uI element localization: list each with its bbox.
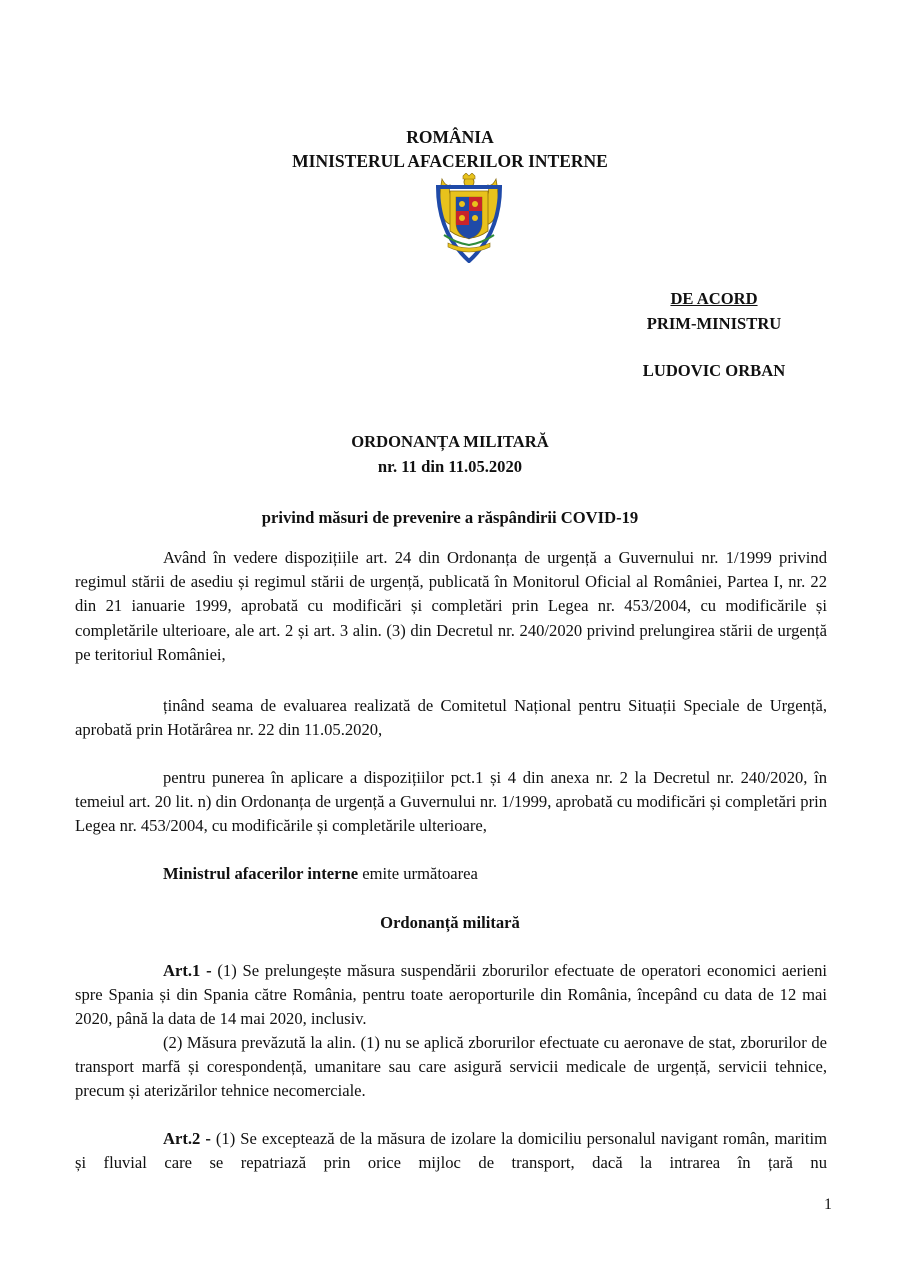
ordinance-title: ORDONANȚA MILITARĂ (351, 432, 549, 451)
preamble-paragraph: Având în vedere dispozițiile art. 24 din Ordonanța de urgență a Guvernului nr. 1/1999 privind regimul stării de asediu și regimul stării de urgență, publicată în Monitorul Oficial al României, Partea I, nr. 22 din 21 ianuarie 1999, aprobată cu modificări și completări prin Legea nr. 453/2004, cu modificările și completările ulterioare, ale art. 2 și art. 3 alin. (3) din Decretul nr. 240/2020 privind prelungirea stării de urgență pe teritoriul României, (75, 548, 827, 664)
article-2 (75, 1127, 827, 1175)
body-heading: Ordonanță militară (380, 913, 520, 932)
issuer-line (163, 862, 827, 886)
article-label: Art.2 - (163, 1129, 211, 1148)
country-heading: ROMÂNIA (406, 127, 494, 147)
article-text: (1) Se exceptează de la măsura de izolare la domiciliu personalul navigant român, maritim și fluvial care se repatriază prin orice mijloc de transport, dacă la intrarea în țară nu (75, 1129, 827, 1173)
article-1-paragraph-2: (2) Măsura prevăzută la alin. (1) nu se aplică zborurilor efectuate cu aeronave de stat, zborurilor de transport marfă și corespondență, umanitare sau care asigură servicii medicale de urgență, servicii tehnice, precum și aterizărilor tehnice necomerciale. (75, 1033, 827, 1101)
issuer-name: Ministrul afacerilor interne (163, 864, 359, 883)
ordinance-number: nr. 11 din 11.05.2020 (377, 457, 523, 476)
preamble-paragraph: pentru punerea în aplicare a dispozițiilor pct.1 și 4 din anexa nr. 2 la Decretul nr. 240/2020, în temeiul art. 20 lit. n) din Ordonanța de urgență a Guvernului nr. 1/1999, aprobată cu modificări și completări prin Legea nr. 453/2004, cu modificările și completările ulterioare, (75, 768, 827, 836)
article-1 (75, 959, 827, 1032)
page-number: 1 (824, 1196, 832, 1213)
ministry-heading: MINISTERUL AFACERILOR INTERNE (292, 151, 608, 171)
issuer-action: emite următoarea (358, 864, 478, 883)
article-label: Art.1 - (163, 961, 212, 980)
ordinance-subject: privind măsuri de prevenire a răspândirii COVID-19 (261, 508, 639, 527)
article-text: (1) Se prelungește măsura suspendării zborurilor efectuate de operatori economici aerieni spre Spania și din Spania către România, pentru toate aeroporturile din România, începând cu data de 12 mai 2020, până la data de 14 mai 2020, inclusiv. (75, 961, 827, 1029)
approval-role: PRIM-MINISTRU (646, 314, 782, 333)
approval-title: DE ACORD (670, 289, 758, 308)
approval-name: LUDOVIC ORBAN (642, 361, 786, 380)
coat-of-arms-icon (436, 173, 502, 263)
preamble-paragraph: ținând seama de evaluarea realizată de Comitetul Național pentru Situații Speciale de Urgență, aprobată prin Hotărârea nr. 22 din 11.05.2020, (75, 696, 827, 740)
